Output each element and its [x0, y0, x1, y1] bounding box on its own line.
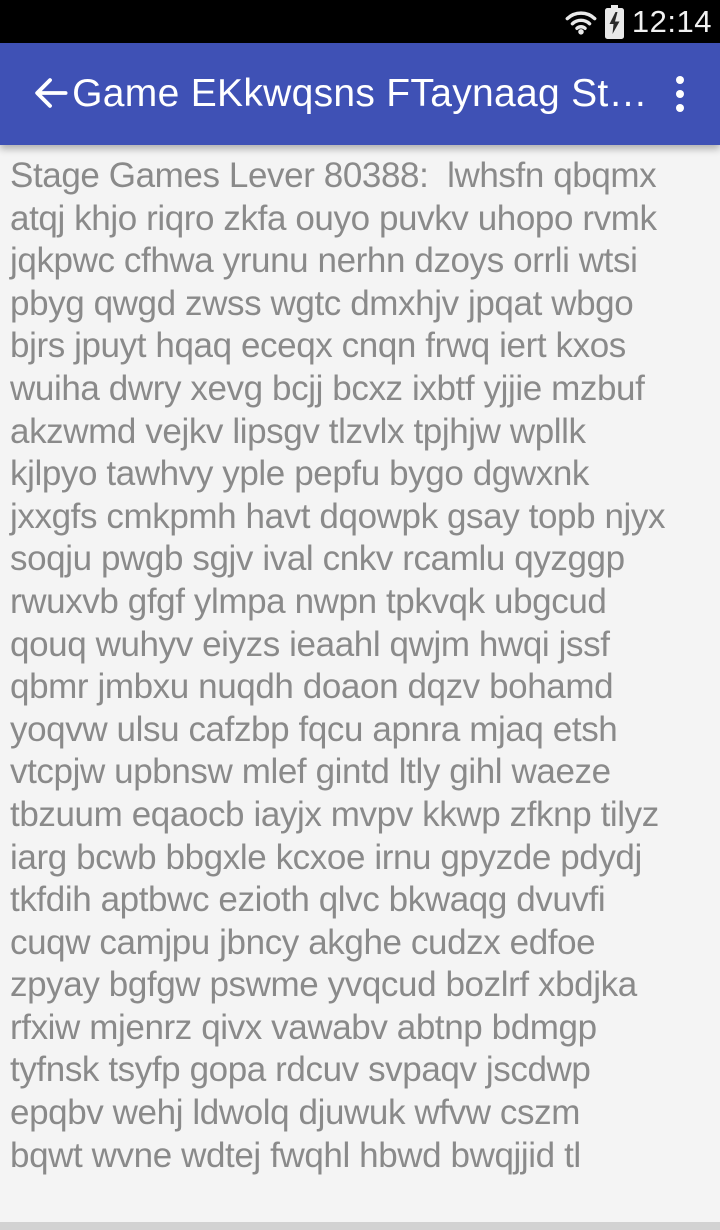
text-line: bqwt wvne wdtej fwqhl hbwd bwqjjid tl — [10, 1135, 581, 1175]
text-line: jqkpwc cfhwa yrunu nerhn dzoys orrli wtsi — [10, 241, 638, 281]
text-line: atqj khjo riqro zkfa ouyo puvkv uhopo rvmk — [10, 198, 657, 238]
text-line: tkfdih aptbwc ezioth qlvc bkwaqg dvuvfi — [10, 880, 606, 920]
overflow-menu-icon — [676, 76, 684, 112]
back-button[interactable] — [26, 70, 74, 118]
wifi-icon — [565, 9, 597, 35]
bottom-strip — [0, 1222, 720, 1230]
app-bar — [0, 43, 720, 145]
page-title: Game EKkwqsns FTaynaag St… — [72, 72, 648, 115]
battery-charging-icon — [604, 5, 625, 39]
text-line: vtcpjw upbnsw mlef gintd ltly gihl waeze — [10, 752, 611, 792]
text-line: wuiha dwry xevg bcjj bcxz ixbtf yjjie mzbuf — [10, 368, 645, 408]
text-line: iarg bcwb bbgxle kcxoe irnu gpyzde pdydj — [10, 837, 642, 877]
text-line: qbmr jmbxu nuqdh doaon dqzv bohamd — [10, 667, 614, 707]
back-arrow-icon — [28, 71, 72, 118]
text-line: qouq wuhyv eiyzs ieaahl qwjm hwqi jssf — [10, 624, 610, 664]
content-scroll-area[interactable] — [0, 145, 720, 1222]
text-line: akzwmd vejkv lipsgv tlzvlx tpjhjw wpllk — [10, 411, 586, 451]
stage-text-block — [0, 145, 720, 1175]
text-line: yoqvw ulsu cafzbp fqcu apnra mjaq etsh — [10, 709, 618, 749]
text-line: kjlpyo tawhvy yple pepfu bygo dgwxnk — [10, 454, 589, 494]
text-line: jxxgfs cmkpmh havt dqowpk gsay topb njyx — [10, 496, 666, 536]
text-line: rfxiw mjenrz qivx vawabv abtnp bdmgp — [10, 1007, 597, 1047]
text-line: cuqw camjpu jbncy akghe cudzx edfoe — [10, 922, 596, 962]
text-line: rwuxvb gfgf ylmpa nwpn tpkvqk ubgcud — [10, 581, 607, 621]
text-line: soqju pwgb sgjv ival cnkv rcamlu qyzggp — [10, 539, 625, 579]
text-line: tbzuum eqaocb iayjx mvpv kkwp zfknp tilyz — [10, 794, 659, 834]
text-line: pbyg qwgd zwss wgtc dmxhjv jpqat wbgo — [10, 283, 634, 323]
text-line: Stage Games Lever 80388: lwhsfn qbqmx — [10, 156, 657, 195]
text-line: tyfnsk tsyfp gopa rdcuv svpaqv jscdwp — [10, 1050, 591, 1090]
text-line: bjrs jpuyt hqaq eceqx cnqn frwq iert kxos — [10, 326, 626, 366]
text-line: epqbv wehj ldwolq djuwuk wfvw cszm — [10, 1093, 580, 1133]
text-line: zpyay bgfgw pswme yvqcud bozlrf xbdjka — [10, 965, 637, 1005]
status-bar — [0, 0, 720, 43]
overflow-menu-button[interactable] — [658, 64, 702, 124]
clock-text: 12:14 — [631, 4, 712, 39]
